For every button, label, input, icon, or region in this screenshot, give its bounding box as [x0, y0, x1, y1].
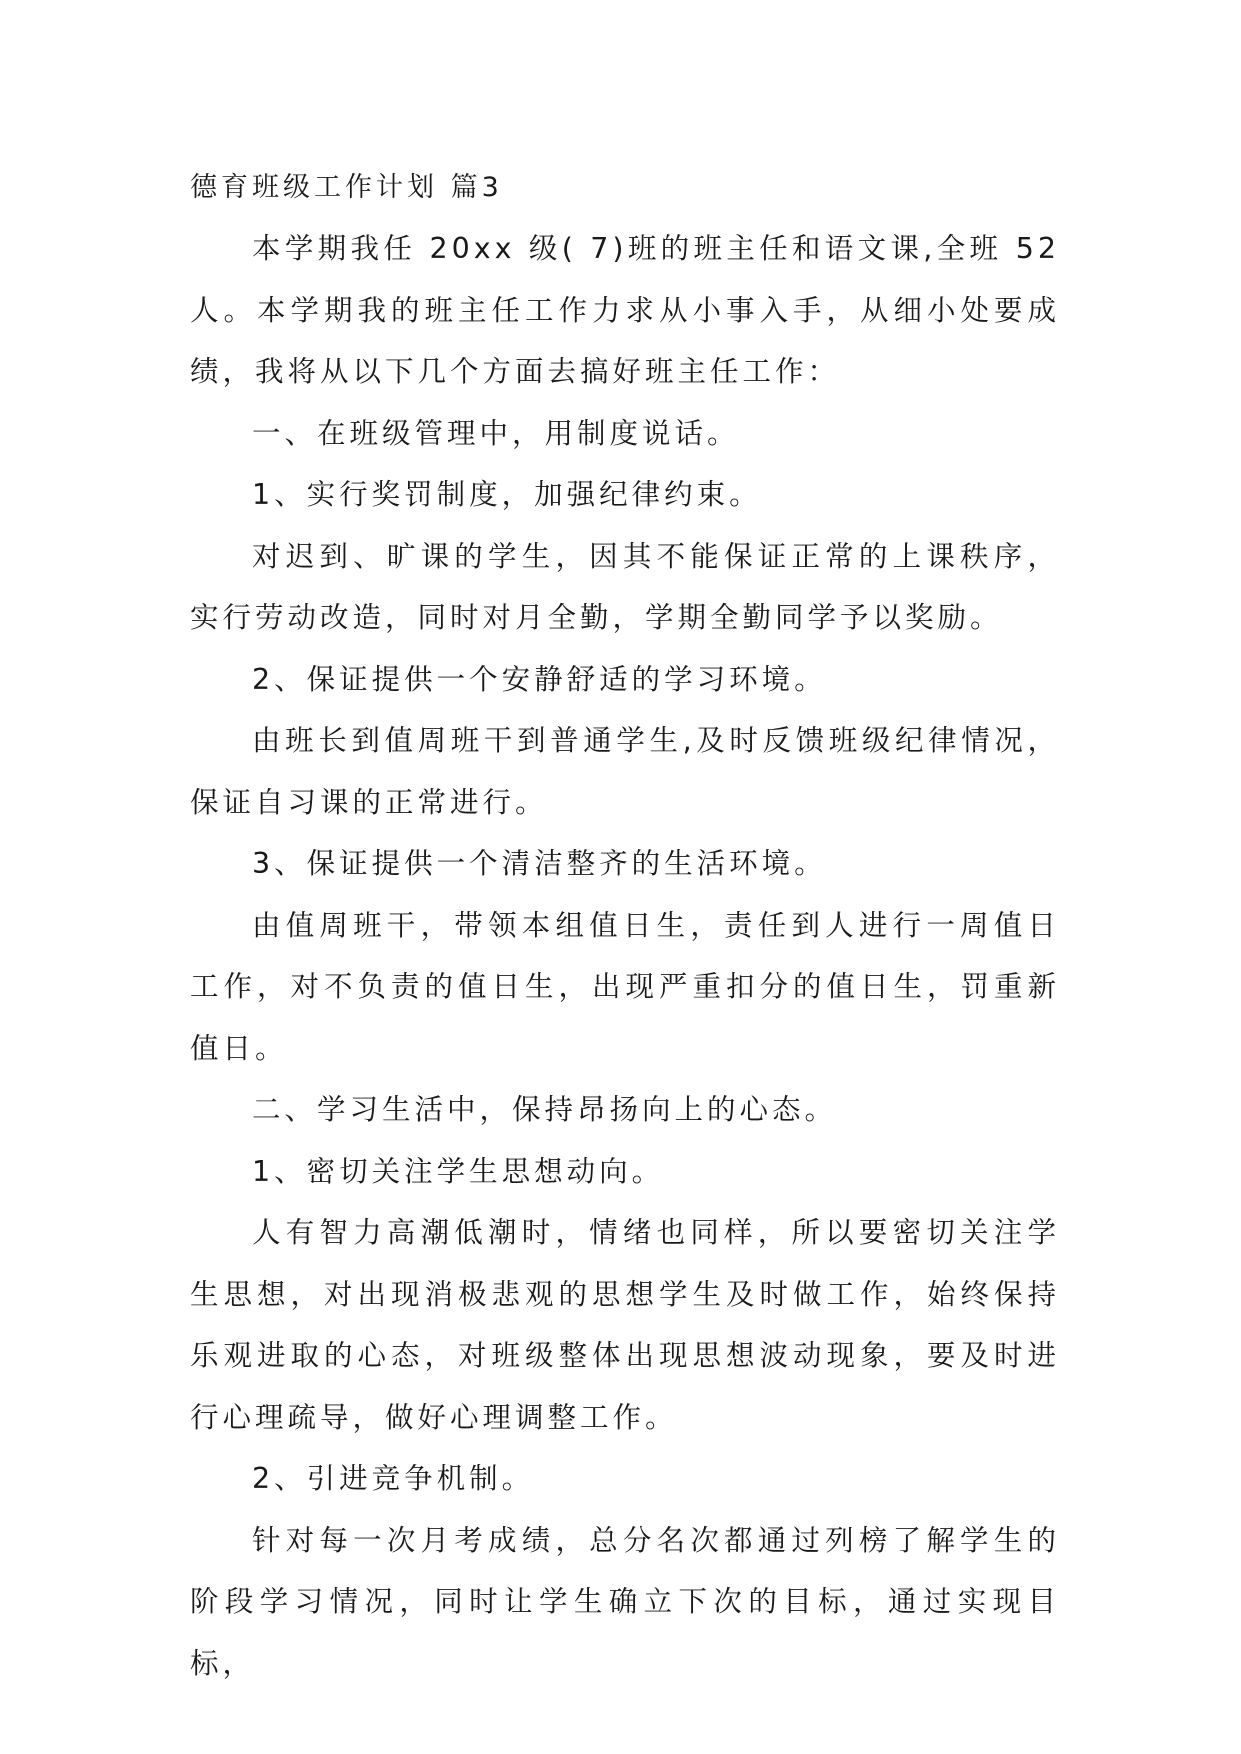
section-heading: 一、在班级管理中，用制度说话。 [252, 416, 740, 450]
subsection-heading: 2、保证提供一个安静舒适的学习环境。 [252, 662, 827, 696]
paragraph: 针对每一次月考成绩，总分名次都通过列榜了解学生的阶段学习情况，同时让学生确立下次的目标，通过实现目标， [190, 1523, 1060, 1680]
subsection-heading: 2、引进竞争机制。 [252, 1462, 535, 1495]
document-title: 德育班级工作计划 篇3 [190, 172, 503, 203]
paragraph: 本学期我任 20xx 级( 7)班的班主任和语文课,全班 52人。本学期我的班主任工作力求从小事入手，从细小处要成绩，我将从以下几个方面去搞好班主任工作： [190, 232, 1060, 388]
subsection-heading: 3、保证提供一个清洁整齐的生活环境。 [252, 847, 827, 880]
paragraph: 人有智力高潮低潮时，情绪也同样，所以要密切关注学生思想，对出现消极悲观的思想学生及时做工作，始终保持乐观进取的心态，对班级整体出现思想波动现象，要及时进行心理疏导，做好心理调整工作。 [190, 1216, 1060, 1434]
section-heading: 二、学习生活中，保持昂扬向上的心态。 [252, 1093, 838, 1126]
document-body [190, 158, 1060, 1694]
paragraph: 由值周班干，带领本组值日生，责任到人进行一周值日工作，对不负责的值日生，出现严重扣分的值日生，罚重新值日。 [190, 908, 1060, 1065]
subsection-heading: 1、实行奖罚制度，加强纪律约束。 [252, 478, 762, 511]
paragraph: 由班长到值周班干到普通学生,及时反馈班级纪律情况，保证自习课的正常进行。 [190, 724, 1060, 819]
paragraph: 对迟到、旷课的学生，因其不能保证正常的上课秩序，实行劳动改造，同时对月全勤，学期全勤同学予以奖励。 [190, 539, 1060, 634]
subsection-heading: 1、密切关注学生思想动向。 [252, 1154, 665, 1188]
